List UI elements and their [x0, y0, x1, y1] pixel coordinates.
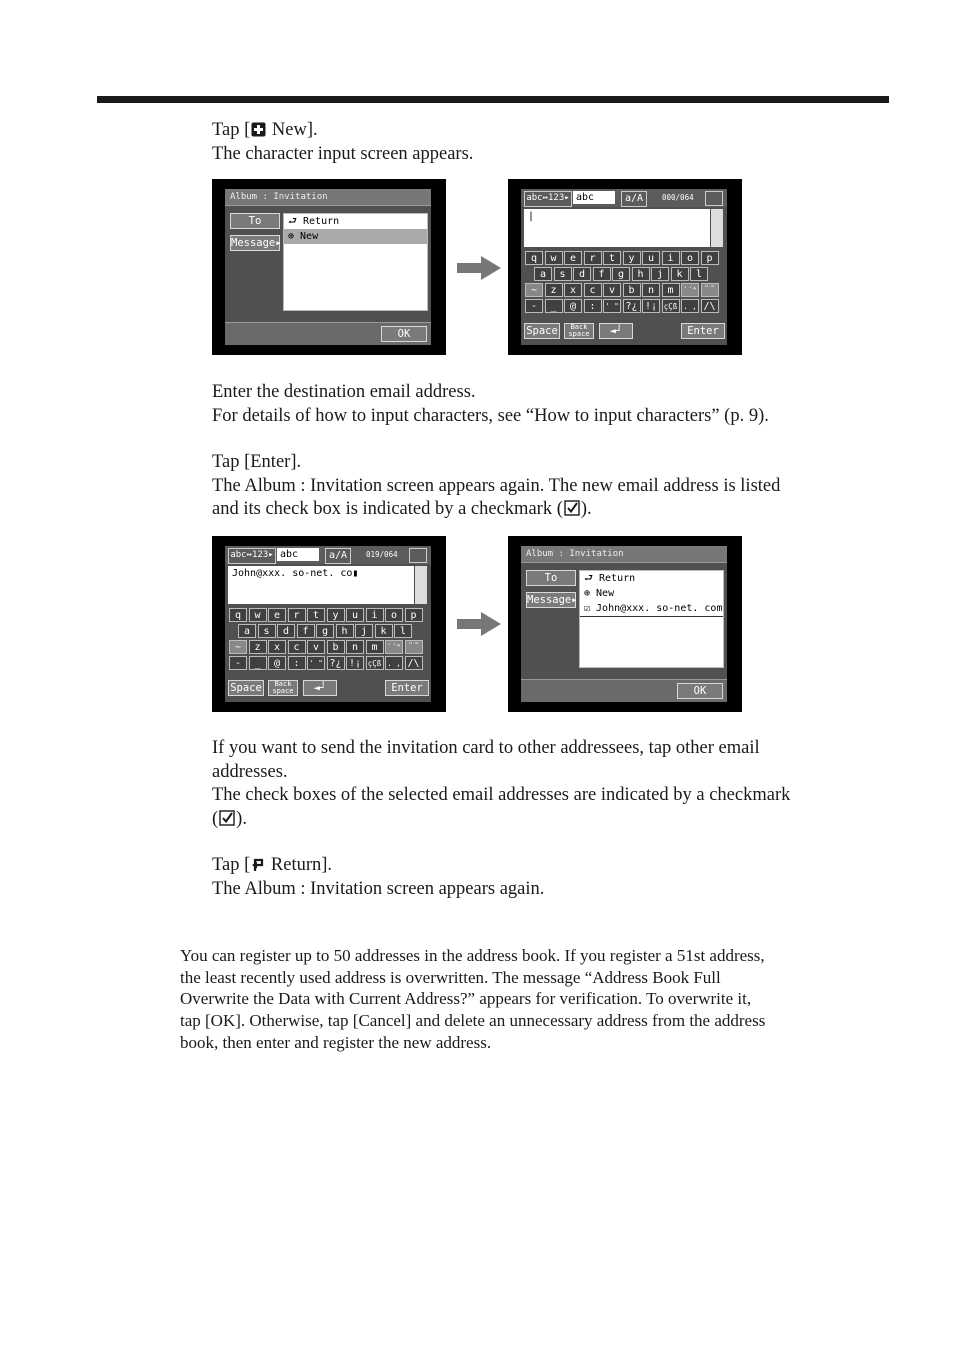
text-input[interactable]: John@xxx. so-net. co▮	[228, 566, 414, 604]
keyboard-key[interactable]: p	[405, 608, 423, 622]
screen-title: Album : Invitation	[521, 546, 727, 563]
keyboard-key[interactable]: f	[593, 267, 611, 281]
keyboard-key[interactable]: !¡	[346, 656, 364, 670]
keyboard-key[interactable]: x	[564, 283, 582, 297]
bottom-bar	[521, 679, 727, 702]
keyboard-key[interactable]: w	[249, 608, 267, 622]
enter-arrow-key[interactable]: ◄┘	[303, 680, 337, 696]
keyboard-key[interactable]: e	[268, 608, 286, 622]
step5-result: The Album : Invitation screen appears again.	[212, 879, 545, 899]
screen-invitation	[212, 179, 446, 355]
step1-result: The character input screen appears.	[212, 144, 474, 164]
keyboard-key[interactable]: g	[316, 624, 334, 638]
keyboard-key[interactable]: w	[545, 251, 563, 265]
keyboard-header	[225, 546, 431, 564]
keyboard-key[interactable]: ~	[525, 283, 543, 297]
keyboard-key[interactable]: t	[307, 608, 325, 622]
keyboard-key[interactable]: y	[327, 608, 345, 622]
step4-result: The check boxes of the selected email addresses are indicated by a checkmark	[212, 785, 791, 805]
keyboard-key[interactable]: b	[327, 640, 345, 654]
list-item-new[interactable]: ⊕ New	[584, 588, 615, 599]
arrow-right-icon	[457, 612, 501, 636]
list-item-new[interactable]: ⊕ New	[284, 229, 427, 244]
keyboard-key[interactable]: e	[564, 251, 582, 265]
screen-keyboard-filled	[212, 536, 446, 712]
ok-button[interactable]: OK	[381, 326, 427, 342]
keyboard-key[interactable]: i	[366, 608, 384, 622]
mode-toggle-button[interactable]: abc↔123▸	[524, 191, 572, 207]
keyboard-key[interactable]: !¡	[642, 299, 660, 313]
note-block	[180, 945, 880, 1054]
list-item-return[interactable]: ⮐ Return	[288, 216, 340, 227]
step2-instruction: Enter the destination email address.	[212, 382, 476, 402]
keyboard-key[interactable]: ~	[229, 640, 247, 654]
note-line: Overwrite the Data with Current Address?” appears for verification. To overwrite it,	[180, 989, 752, 1009]
keyboard-key[interactable]: x	[268, 640, 286, 654]
keyboard-key[interactable]: `´^	[681, 283, 699, 297]
step4-instruction-cont: addresses.	[212, 762, 288, 782]
keyboard-key[interactable]: v	[603, 283, 621, 297]
list-item-return[interactable]: ⮐ Return	[584, 573, 636, 584]
keyboard-key[interactable]: @	[268, 656, 286, 670]
mode-toggle-button[interactable]: abc↔123▸	[228, 548, 276, 564]
keyboard-key[interactable]: b	[623, 283, 641, 297]
keyboard-key[interactable]: v	[307, 640, 325, 654]
keyboard-key[interactable]: :	[584, 299, 602, 313]
keyboard-key[interactable]: r	[584, 251, 602, 265]
mode-field: abc	[573, 191, 615, 204]
note-line: tap [OK]. Otherwise, tap [Cancel] and delete an unnecessary address from the address	[180, 1011, 766, 1031]
keyboard-key[interactable]: q	[229, 608, 247, 622]
keyboard-key[interactable]: a	[238, 624, 256, 638]
keyboard-key[interactable]: j	[355, 624, 373, 638]
space-key[interactable]: Space	[524, 323, 560, 339]
case-toggle-button[interactable]: a/A	[325, 548, 351, 564]
keyboard-key[interactable]: f	[297, 624, 315, 638]
keyboard-key[interactable]: o	[681, 251, 699, 265]
address-list	[283, 213, 428, 311]
char-count: 000/064	[662, 193, 694, 202]
keyboard-key[interactable]: a	[534, 267, 552, 281]
enter-key[interactable]: Enter	[385, 680, 429, 696]
note-line: the least recently used address is overwritten. The message “Address Book Full	[180, 967, 721, 987]
keyboard-key[interactable]: . ,	[385, 656, 403, 670]
keyboard-key[interactable]: z	[249, 640, 267, 654]
keyboard-key[interactable]: /\	[405, 656, 423, 670]
keyboard-key[interactable]: ?¿	[327, 656, 345, 670]
scrollbar[interactable]	[711, 209, 723, 247]
keyboard-key[interactable]: s	[554, 267, 572, 281]
keyboard-key[interactable]: c	[288, 640, 306, 654]
keyboard-key[interactable]: h	[632, 267, 650, 281]
scrollbar[interactable]	[415, 566, 427, 604]
char-count: 019/064	[366, 550, 398, 559]
keyboard-key[interactable]: -	[229, 656, 247, 670]
step4-result-cont: ( ).	[212, 809, 247, 829]
to-button[interactable]: To	[230, 213, 280, 229]
return-arrow-icon	[251, 857, 265, 872]
header-rule	[97, 96, 889, 103]
text-input[interactable]: |	[524, 209, 710, 247]
keyboard-key[interactable]: r	[288, 608, 306, 622]
mode-field: abc	[277, 548, 319, 561]
keyboard-key[interactable]: m	[366, 640, 384, 654]
keyboard-key[interactable]: k	[671, 267, 689, 281]
step3-result-cont: and its check box is indicated by a checkmark ( ).	[212, 499, 592, 519]
keyboard-key[interactable]: :	[288, 656, 306, 670]
keyboard-key[interactable]: ¨˜	[405, 640, 423, 654]
step3-instruction: Tap [Enter].	[212, 452, 302, 472]
keyboard-key[interactable]: @	[564, 299, 582, 313]
lcd-display	[225, 546, 431, 702]
keyboard-key[interactable]: ¨˜	[701, 283, 719, 297]
keyboard-icon[interactable]	[409, 548, 427, 563]
keyboard-key[interactable]: `´^	[385, 640, 403, 654]
step4-instruction: If you want to send the invitation card to other addressees, tap other email	[212, 738, 760, 758]
bottom-bar	[225, 322, 431, 345]
enter-arrow-key[interactable]: ◄┘	[599, 323, 633, 339]
space-key[interactable]: Space	[228, 680, 264, 696]
keyboard-key[interactable]: /\	[701, 299, 719, 313]
keyboard-key[interactable]: çÇß	[662, 299, 680, 313]
keyboard-key[interactable]: d	[573, 267, 591, 281]
screen-title: Album : Invitation	[225, 189, 431, 206]
keyboard-key[interactable]: ?¿	[623, 299, 641, 313]
keyboard-key[interactable]: i	[662, 251, 680, 265]
enter-key[interactable]: Enter	[681, 323, 725, 339]
note-line: book, then enter and register the new address.	[180, 1032, 492, 1052]
keyboard-key[interactable]: j	[651, 267, 669, 281]
new-plus-icon	[251, 122, 266, 137]
keyboard-key[interactable]: g	[612, 267, 630, 281]
checkbox-checked-icon	[564, 500, 580, 516]
keyboard-key[interactable]: z	[545, 283, 563, 297]
step1-instruction: Tap [ New].	[212, 120, 318, 140]
lcd-display	[225, 189, 431, 345]
keyboard-key[interactable]: . ,	[681, 299, 699, 313]
keyboard-key[interactable]: q	[525, 251, 543, 265]
keyboard-key[interactable]: d	[277, 624, 295, 638]
step3-result: The Album : Invitation screen appears again. The new email address is listed	[212, 476, 781, 496]
keyboard-key[interactable]: u	[642, 251, 660, 265]
keyboard-key[interactable]: l	[394, 624, 412, 638]
list-item-address[interactable]: ☑ John@xxx. so-net. com	[580, 601, 723, 617]
keyboard-key[interactable]: _	[249, 656, 267, 670]
checkbox-checked-icon	[219, 810, 235, 826]
step2-detail: For details of how to input characters, see “How to input characters” (p. 9).	[212, 406, 769, 426]
keyboard-key[interactable]: t	[603, 251, 621, 265]
keyboard-icon[interactable]	[705, 191, 723, 206]
keyboard-key[interactable]: l	[690, 267, 708, 281]
keyboard-header	[521, 189, 727, 207]
address-list	[579, 570, 724, 668]
keyboard-key[interactable]: h	[336, 624, 354, 638]
to-button[interactable]: To	[526, 570, 576, 586]
keyboard-key[interactable]: s	[258, 624, 276, 638]
backspace-key[interactable]: Back space	[564, 323, 594, 339]
keyboard-key[interactable]: çÇß	[366, 656, 384, 670]
keyboard-key[interactable]: n	[642, 283, 660, 297]
keyboard-key[interactable]: u	[346, 608, 364, 622]
keyboard-key[interactable]: c	[584, 283, 602, 297]
message-button[interactable]: Message▸	[231, 237, 282, 249]
message-button[interactable]: Message▸	[527, 594, 578, 606]
keyboard-key[interactable]: o	[385, 608, 403, 622]
keyboard-key[interactable]: y	[623, 251, 641, 265]
screen-invitation-after	[508, 536, 742, 712]
lcd-display	[521, 189, 727, 345]
keyboard-key[interactable]: -	[525, 299, 543, 313]
keyboard-key[interactable]: ' "	[603, 299, 621, 313]
screen-keyboard-empty	[508, 179, 742, 355]
keyboard-key[interactable]: _	[545, 299, 563, 313]
keyboard-key[interactable]: n	[346, 640, 364, 654]
step5-instruction: Tap [ Return].	[212, 855, 333, 875]
keyboard-key[interactable]: m	[662, 283, 680, 297]
ok-button[interactable]: OK	[677, 683, 723, 699]
backspace-key[interactable]: Back space	[268, 680, 298, 696]
note-line: You can register up to 50 addresses in the address book. If you register a 51st address,	[180, 946, 765, 965]
keyboard-key[interactable]: k	[375, 624, 393, 638]
arrow-right-icon	[457, 256, 501, 280]
keyboard-key[interactable]: p	[701, 251, 719, 265]
case-toggle-button[interactable]: a/A	[621, 191, 647, 207]
lcd-display	[521, 546, 727, 702]
keyboard-key[interactable]: ' "	[307, 656, 325, 670]
